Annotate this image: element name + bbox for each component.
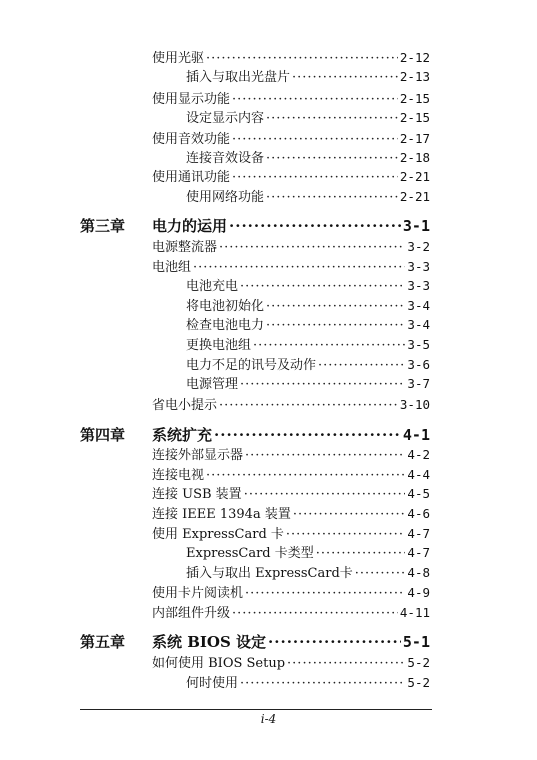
leader-dots bbox=[240, 376, 405, 394]
toc-entry-title: 设定显示内容 bbox=[186, 111, 265, 126]
leader-dots bbox=[266, 150, 398, 168]
leader-dots bbox=[240, 278, 405, 296]
leader-dots bbox=[206, 467, 405, 485]
toc-entry-page: 3-10 bbox=[399, 397, 430, 412]
toc-entry[interactable] bbox=[186, 316, 430, 334]
toc-entry-title: 内部组件升级 bbox=[152, 606, 231, 621]
toc-entry-page: 4-2 bbox=[407, 447, 430, 462]
toc-entry[interactable] bbox=[186, 564, 430, 582]
toc-entry-title: 连接 IEEE 1394a 装置 bbox=[152, 507, 291, 522]
footer-rule bbox=[80, 709, 432, 710]
leader-dots bbox=[316, 545, 406, 563]
leader-dots bbox=[253, 337, 405, 355]
toc-entry-page: 4-5 bbox=[407, 486, 430, 501]
leader-dots bbox=[287, 655, 405, 673]
toc-entry[interactable] bbox=[186, 277, 430, 295]
toc-entry[interactable] bbox=[186, 336, 430, 354]
leader-dots bbox=[266, 189, 398, 207]
toc-entry-page: 2-15 bbox=[399, 110, 430, 125]
toc-entry-title: 电池组 bbox=[152, 260, 192, 275]
toc-entry[interactable] bbox=[152, 168, 430, 186]
leader-dots bbox=[193, 259, 405, 277]
chapter-title: 电力的运用 bbox=[152, 217, 228, 235]
leader-dots bbox=[245, 585, 405, 603]
toc-entry[interactable] bbox=[186, 149, 430, 167]
leader-dots bbox=[229, 215, 401, 237]
toc-entry-title: 电力不足的讯号及动作 bbox=[186, 358, 317, 373]
toc-entry[interactable] bbox=[152, 446, 430, 464]
toc-entry[interactable] bbox=[186, 297, 430, 315]
toc-entry[interactable] bbox=[186, 375, 430, 393]
toc-entry-page: 4-4 bbox=[407, 467, 430, 482]
leader-dots bbox=[206, 50, 398, 68]
toc-entry[interactable] bbox=[152, 654, 430, 672]
leader-dots bbox=[292, 69, 398, 87]
toc-entry-page: 3-3 bbox=[407, 259, 430, 274]
leader-dots bbox=[266, 298, 405, 316]
leader-dots bbox=[219, 397, 398, 415]
chapter-number: 第四章 bbox=[80, 426, 126, 444]
chapter-title: 系统 BIOS 设定 bbox=[152, 633, 267, 651]
toc-entry[interactable] bbox=[152, 258, 430, 276]
toc-entry[interactable] bbox=[152, 525, 430, 543]
toc-entry[interactable] bbox=[152, 505, 430, 523]
toc-entry-page: 2-17 bbox=[399, 131, 430, 146]
leader-dots bbox=[293, 506, 406, 524]
chapter-title: 系统扩充 bbox=[152, 426, 213, 444]
toc-entry-page: 2-21 bbox=[399, 169, 430, 184]
toc-entry-page: 3-4 bbox=[407, 298, 430, 313]
toc-entry[interactable] bbox=[152, 90, 430, 108]
toc-entry[interactable] bbox=[152, 485, 430, 503]
toc-entry-title: 如何使用 BIOS Setup bbox=[152, 656, 286, 671]
chapter-number: 第五章 bbox=[80, 633, 126, 651]
leader-dots bbox=[232, 131, 398, 149]
toc-entry-page: 3-6 bbox=[407, 357, 430, 372]
toc-entry[interactable] bbox=[152, 604, 430, 622]
toc-entry-title: 何时使用 bbox=[186, 676, 239, 691]
toc-entry-title: 插入与取出光盘片 bbox=[186, 70, 291, 85]
toc-entry[interactable] bbox=[152, 130, 430, 148]
toc-entry-page: 2-12 bbox=[399, 50, 430, 65]
toc-entry[interactable] bbox=[152, 584, 430, 602]
toc-entry-title: 省电小提示 bbox=[152, 398, 218, 413]
toc-entry-page: 4-6 bbox=[407, 506, 430, 521]
toc-entry-page: 2-15 bbox=[399, 91, 430, 106]
chapter-heading[interactable] bbox=[80, 424, 430, 446]
toc-entry-title: 电源整流器 bbox=[152, 240, 218, 255]
toc-entry-page: 4-9 bbox=[407, 585, 430, 600]
leader-dots bbox=[266, 317, 405, 335]
toc-entry[interactable] bbox=[152, 396, 430, 414]
toc-entry-page: 5-2 bbox=[407, 655, 430, 670]
toc-entry[interactable] bbox=[186, 109, 430, 127]
toc-entry-title: 使用音效功能 bbox=[152, 132, 231, 147]
toc-entry[interactable] bbox=[186, 356, 430, 374]
toc-entry[interactable] bbox=[186, 674, 430, 692]
toc-entry-page: 4-7 bbox=[407, 545, 430, 560]
toc-entry-title: 使用网络功能 bbox=[186, 190, 265, 205]
toc-entry-page: 4-8 bbox=[407, 565, 430, 580]
toc-entry-title: 连接音效设备 bbox=[186, 151, 265, 166]
leader-dots bbox=[232, 91, 398, 109]
toc-entry-page: 2-18 bbox=[399, 150, 430, 165]
chapter-page: 3-1 bbox=[402, 217, 430, 235]
toc-entry-title: 连接 USB 装置 bbox=[152, 487, 242, 502]
toc-entry-page: 3-4 bbox=[407, 317, 430, 332]
toc-entry-page: 2-13 bbox=[399, 69, 430, 84]
chapter-number: 第三章 bbox=[80, 217, 126, 235]
toc-entry-page: 5-2 bbox=[407, 675, 430, 690]
leader-dots bbox=[232, 169, 398, 187]
toc-entry-title: 连接外部显示器 bbox=[152, 448, 244, 463]
chapter-heading[interactable] bbox=[80, 631, 430, 653]
toc-entry-page: 2-21 bbox=[399, 189, 430, 204]
toc-entry-title: ExpressCard 卡类型 bbox=[186, 546, 314, 561]
toc-entry[interactable] bbox=[186, 188, 430, 206]
toc-entry-page: 3-5 bbox=[407, 337, 430, 352]
toc-entry[interactable] bbox=[186, 544, 430, 562]
chapter-page: 5-1 bbox=[402, 633, 430, 651]
toc-entry-page: 3-3 bbox=[407, 278, 430, 293]
toc-entry-title: 电池充电 bbox=[186, 279, 239, 294]
leader-dots bbox=[268, 631, 401, 653]
toc-entry-page: 4-11 bbox=[399, 605, 430, 620]
leader-dots bbox=[266, 110, 398, 128]
leader-dots bbox=[355, 565, 406, 583]
toc-entry-page: 3-7 bbox=[407, 376, 430, 391]
toc-entry-title: 插入与取出 ExpressCard卡 bbox=[186, 566, 353, 581]
toc-entry[interactable] bbox=[152, 466, 430, 484]
toc-entry-title: 连接电视 bbox=[152, 468, 205, 483]
chapter-heading[interactable] bbox=[80, 215, 430, 237]
toc-entry-page: 3-2 bbox=[407, 239, 430, 254]
toc-entry-title: 使用显示功能 bbox=[152, 92, 231, 107]
leader-dots bbox=[240, 675, 405, 693]
toc-entry[interactable] bbox=[152, 238, 430, 256]
page-number: i-4 bbox=[260, 712, 277, 726]
toc-entry-page: 4-7 bbox=[407, 526, 430, 541]
toc-entry-title: 使用光驱 bbox=[152, 51, 205, 66]
toc-entry-title: 使用卡片阅读机 bbox=[152, 586, 244, 601]
toc-entry-title: 使用通讯功能 bbox=[152, 170, 231, 185]
chapter-page: 4-1 bbox=[402, 426, 430, 444]
toc-entry-title: 更换电池组 bbox=[186, 338, 252, 353]
leader-dots bbox=[214, 424, 401, 446]
leader-dots bbox=[219, 239, 405, 257]
leader-dots bbox=[244, 486, 406, 504]
toc-entry[interactable] bbox=[186, 68, 430, 86]
toc-entry-title: 使用 ExpressCard 卡 bbox=[152, 527, 284, 542]
toc-entry-title: 检查电池电力 bbox=[186, 318, 265, 333]
leader-dots bbox=[245, 447, 405, 465]
leader-dots bbox=[318, 357, 405, 375]
toc-entry-title: 将电池初始化 bbox=[186, 299, 265, 314]
toc-entry-title: 电源管理 bbox=[186, 377, 239, 392]
leader-dots bbox=[286, 526, 406, 544]
leader-dots bbox=[232, 605, 398, 623]
toc-entry[interactable] bbox=[152, 49, 430, 67]
